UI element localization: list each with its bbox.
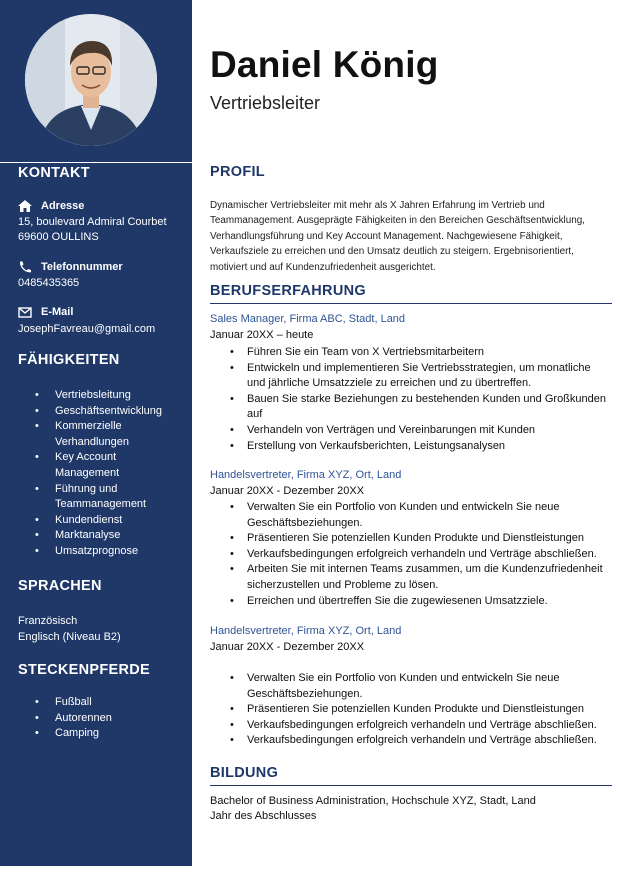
job-title: Handelsvertreter, Firma XYZ, Ort, Land [210, 469, 402, 481]
job-bullets [210, 500, 612, 609]
job-date: Januar 20XX – heute [210, 329, 314, 341]
hobby-item: • Fußball [0, 695, 192, 711]
language-item: Französisch [18, 615, 78, 627]
language-item: Englisch (Niveau B2) [18, 631, 121, 643]
phone-number: 0485435365 [18, 277, 80, 289]
hobby-item: • Autorennen [0, 711, 192, 727]
phone-label: Telefonnummer [41, 261, 123, 273]
skill-item: • Kommerzielle Verhandlungen [0, 419, 192, 450]
email-address: JosephFavreau@gmail.com [18, 323, 156, 335]
experience-heading: BERUFSERFAHRUNG [210, 283, 366, 299]
skill-item: • Umsatzprognose [0, 544, 192, 560]
job-bullet: • Erreichen und übertreffen Sie die zugewiesenen Umsatzziele. [210, 594, 612, 610]
email-icon [18, 306, 32, 318]
person-name: Daniel König [210, 44, 439, 85]
contact-heading: KONTAKT [18, 165, 90, 181]
address-label: Adresse [41, 200, 85, 212]
job-bullet: • Verkaufsbedingungen erfolgreich verhandeln und Verträge abschließen. [210, 733, 612, 749]
job-bullet: • Verhandeln von Verträgen und Vereinbarungen mit Kunden [210, 423, 612, 439]
profile-heading: PROFIL [210, 164, 265, 180]
profile-photo [25, 14, 157, 146]
skills-heading: FÄHIGKEITEN [18, 352, 120, 368]
skill-item: • Key Account Management [0, 450, 192, 481]
job-bullet: • Verkaufsbedingungen erfolgreich verhandeln und Verträge abschließen. [210, 718, 612, 734]
skill-item: • Geschäftsentwicklung [0, 404, 192, 420]
job-bullet: • Präsentieren Sie potenziellen Kunden Produkte und Dienstleistungen [210, 702, 612, 718]
person-role: Vertriebsleiter [210, 93, 321, 113]
email-label: E-Mail [41, 306, 74, 318]
skill-item: • Führung und Teammanagement [0, 482, 192, 513]
job-bullet: • Entwickeln und implementieren Sie Vertriebsstrategien, um monatliche und jährliche Umsatzziele zu erreichen und zu übertreffen. [210, 361, 612, 392]
skill-item: • Marktanalyse [0, 528, 192, 544]
job-bullet: • Präsentieren Sie potenziellen Kunden Produkte und Dienstleistungen [210, 531, 612, 547]
phone-label-row [18, 261, 123, 273]
profile-text: Dynamischer Vertriebsleiter mit mehr als X Jahren Erfahrung im Vertrieb und Teammanagement. Ausgeprägte Fähigkeiten in den Bereichen Geschäftsentwicklung, Verhandlungsführung und Key Account Management. Nachgewiesene Fähigkeit, Verkaufsziele zu erreichen und den Umsatz deutlich zu steigern. Ergebnisorientiert, motiviert und auf Kundenzufriedenheit ausgerichtet. [210, 200, 585, 273]
address-label-row [18, 200, 84, 212]
job-bullets [210, 345, 612, 454]
sidebar [0, 0, 192, 866]
hobbies-heading: STECKENPFERDE [18, 662, 150, 678]
education-degree: Bachelor of Business Administration, Hochschule XYZ, Stadt, Land [210, 795, 536, 807]
job-bullet: • Führen Sie ein Team von X Vertriebsmitarbeitern [210, 345, 612, 361]
job-bullet: • Verwalten Sie ein Portfolio von Kunden und entwickeln Sie neue Geschäftsbeziehungen. [210, 671, 612, 702]
job-bullet: • Arbeiten Sie mit internen Teams zusammen, um die Kundenzufriedenheit sicherzustellen und Probleme zu lösen. [210, 562, 612, 593]
hobby-item: • Camping [0, 726, 192, 742]
hobbies-list [0, 695, 192, 742]
job-bullet: • Verkaufsbedingungen erfolgreich verhandeln und Verträge abschließen. [210, 547, 612, 563]
sidebar-divider [0, 162, 192, 163]
job-title: Handelsvertreter, Firma XYZ, Ort, Land [210, 625, 402, 637]
job-date: Januar 20XX - Dezember 20XX [210, 641, 365, 653]
education-rule [210, 785, 612, 786]
job-bullet: • Erstellung von Verkaufsberichten, Leistungsanalysen [210, 439, 612, 455]
job-bullet: • Bauen Sie starke Beziehungen zu bestehenden Kunden und Großkunden auf [210, 392, 612, 423]
skills-list [0, 388, 192, 560]
skill-item: • Kundendienst [0, 513, 192, 529]
email-label-row [18, 306, 73, 318]
address-line2: 69600 OULLINS [18, 231, 99, 243]
education-year: Jahr des Abschlusses [210, 810, 317, 822]
home-icon [18, 200, 32, 212]
job-title: Sales Manager, Firma ABC, Stadt, Land [210, 313, 406, 325]
job-bullets [210, 671, 612, 749]
job-bullet: • Verwalten Sie ein Portfolio von Kunden und entwickeln Sie neue Geschäftsbeziehungen. [210, 500, 612, 531]
experience-rule [210, 303, 612, 304]
phone-icon [18, 261, 32, 273]
languages-heading: SPRACHEN [18, 578, 102, 594]
education-heading: BILDUNG [210, 765, 279, 781]
address-line1: 15, boulevard Admiral Courbet [18, 216, 167, 228]
skill-item: • Vertriebsleitung [0, 388, 192, 404]
job-date: Januar 20XX - Dezember 20XX [210, 485, 365, 497]
